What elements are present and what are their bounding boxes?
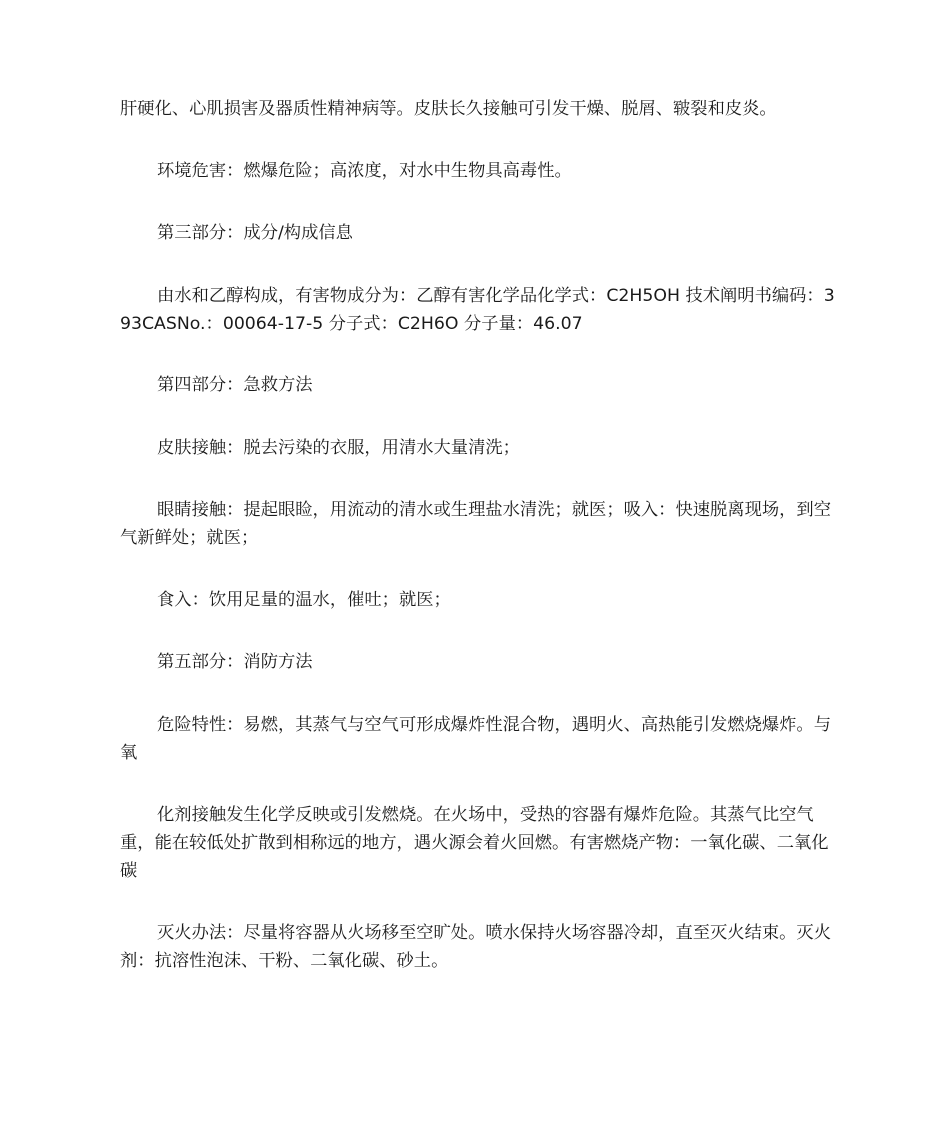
section-heading-part-five: 第五部分：消防方法 <box>157 652 313 672</box>
paragraph-eye-contact: 眼睛接触：提起眼睑，用流动的清水或生理盐水清洗；就医；吸入：快速脱离现场，到空气新鲜处；就医； <box>120 500 831 548</box>
section-heading-part-three: 第三部分：成分/构成信息 <box>157 223 353 243</box>
paragraph-environmental-hazard: 环境危害：燃爆危险；高浓度，对水中生物具高毒性。 <box>157 161 572 181</box>
paragraph-ingestion: 食入：饮用足量的温水，催吐；就医； <box>157 590 451 610</box>
paragraph-skin-contact: 皮肤接触：脱去污染的衣服，用清水大量清洗； <box>157 438 520 458</box>
paragraph-composition: 由水和乙醇构成，有害物成分为：乙醇有害化学品化学式：C2H5OH 技术阐明书编码：393CASNo.：00064-17-5 分子式：C2H6O 分子量：46.07 <box>120 286 835 334</box>
section-heading-part-four: 第四部分：急救方法 <box>157 375 313 395</box>
paragraph-extinguishing-method: 灭火办法：尽量将容器从火场移至空旷处。喷水保持火场容器冷却，直至灭火结束。灭火剂：抗溶性泡沫、干粉、二氧化碳、砂土。 <box>120 923 831 971</box>
paragraph-oxidizer-reaction: 化剂接触发生化学反映或引发燃烧。在火场中，受热的容器有爆炸危险。其蒸气比空气重，能在较低处扩散到相称远的地方，遇火源会着火回燃。有害燃烧产物：一氧化碳、二氧化碳 <box>120 805 829 881</box>
paragraph-hazard-characteristics: 危险特性：易燃，其蒸气与空气可形成爆炸性混合物，遇明火、高热能引发燃烧爆炸。与氧 <box>120 715 831 763</box>
paragraph-health-hazard-continued: 肝硬化、心肌损害及器质性精神病等。皮肤长久接触可引发干燥、脱屑、皲裂和皮炎。 <box>120 99 777 119</box>
